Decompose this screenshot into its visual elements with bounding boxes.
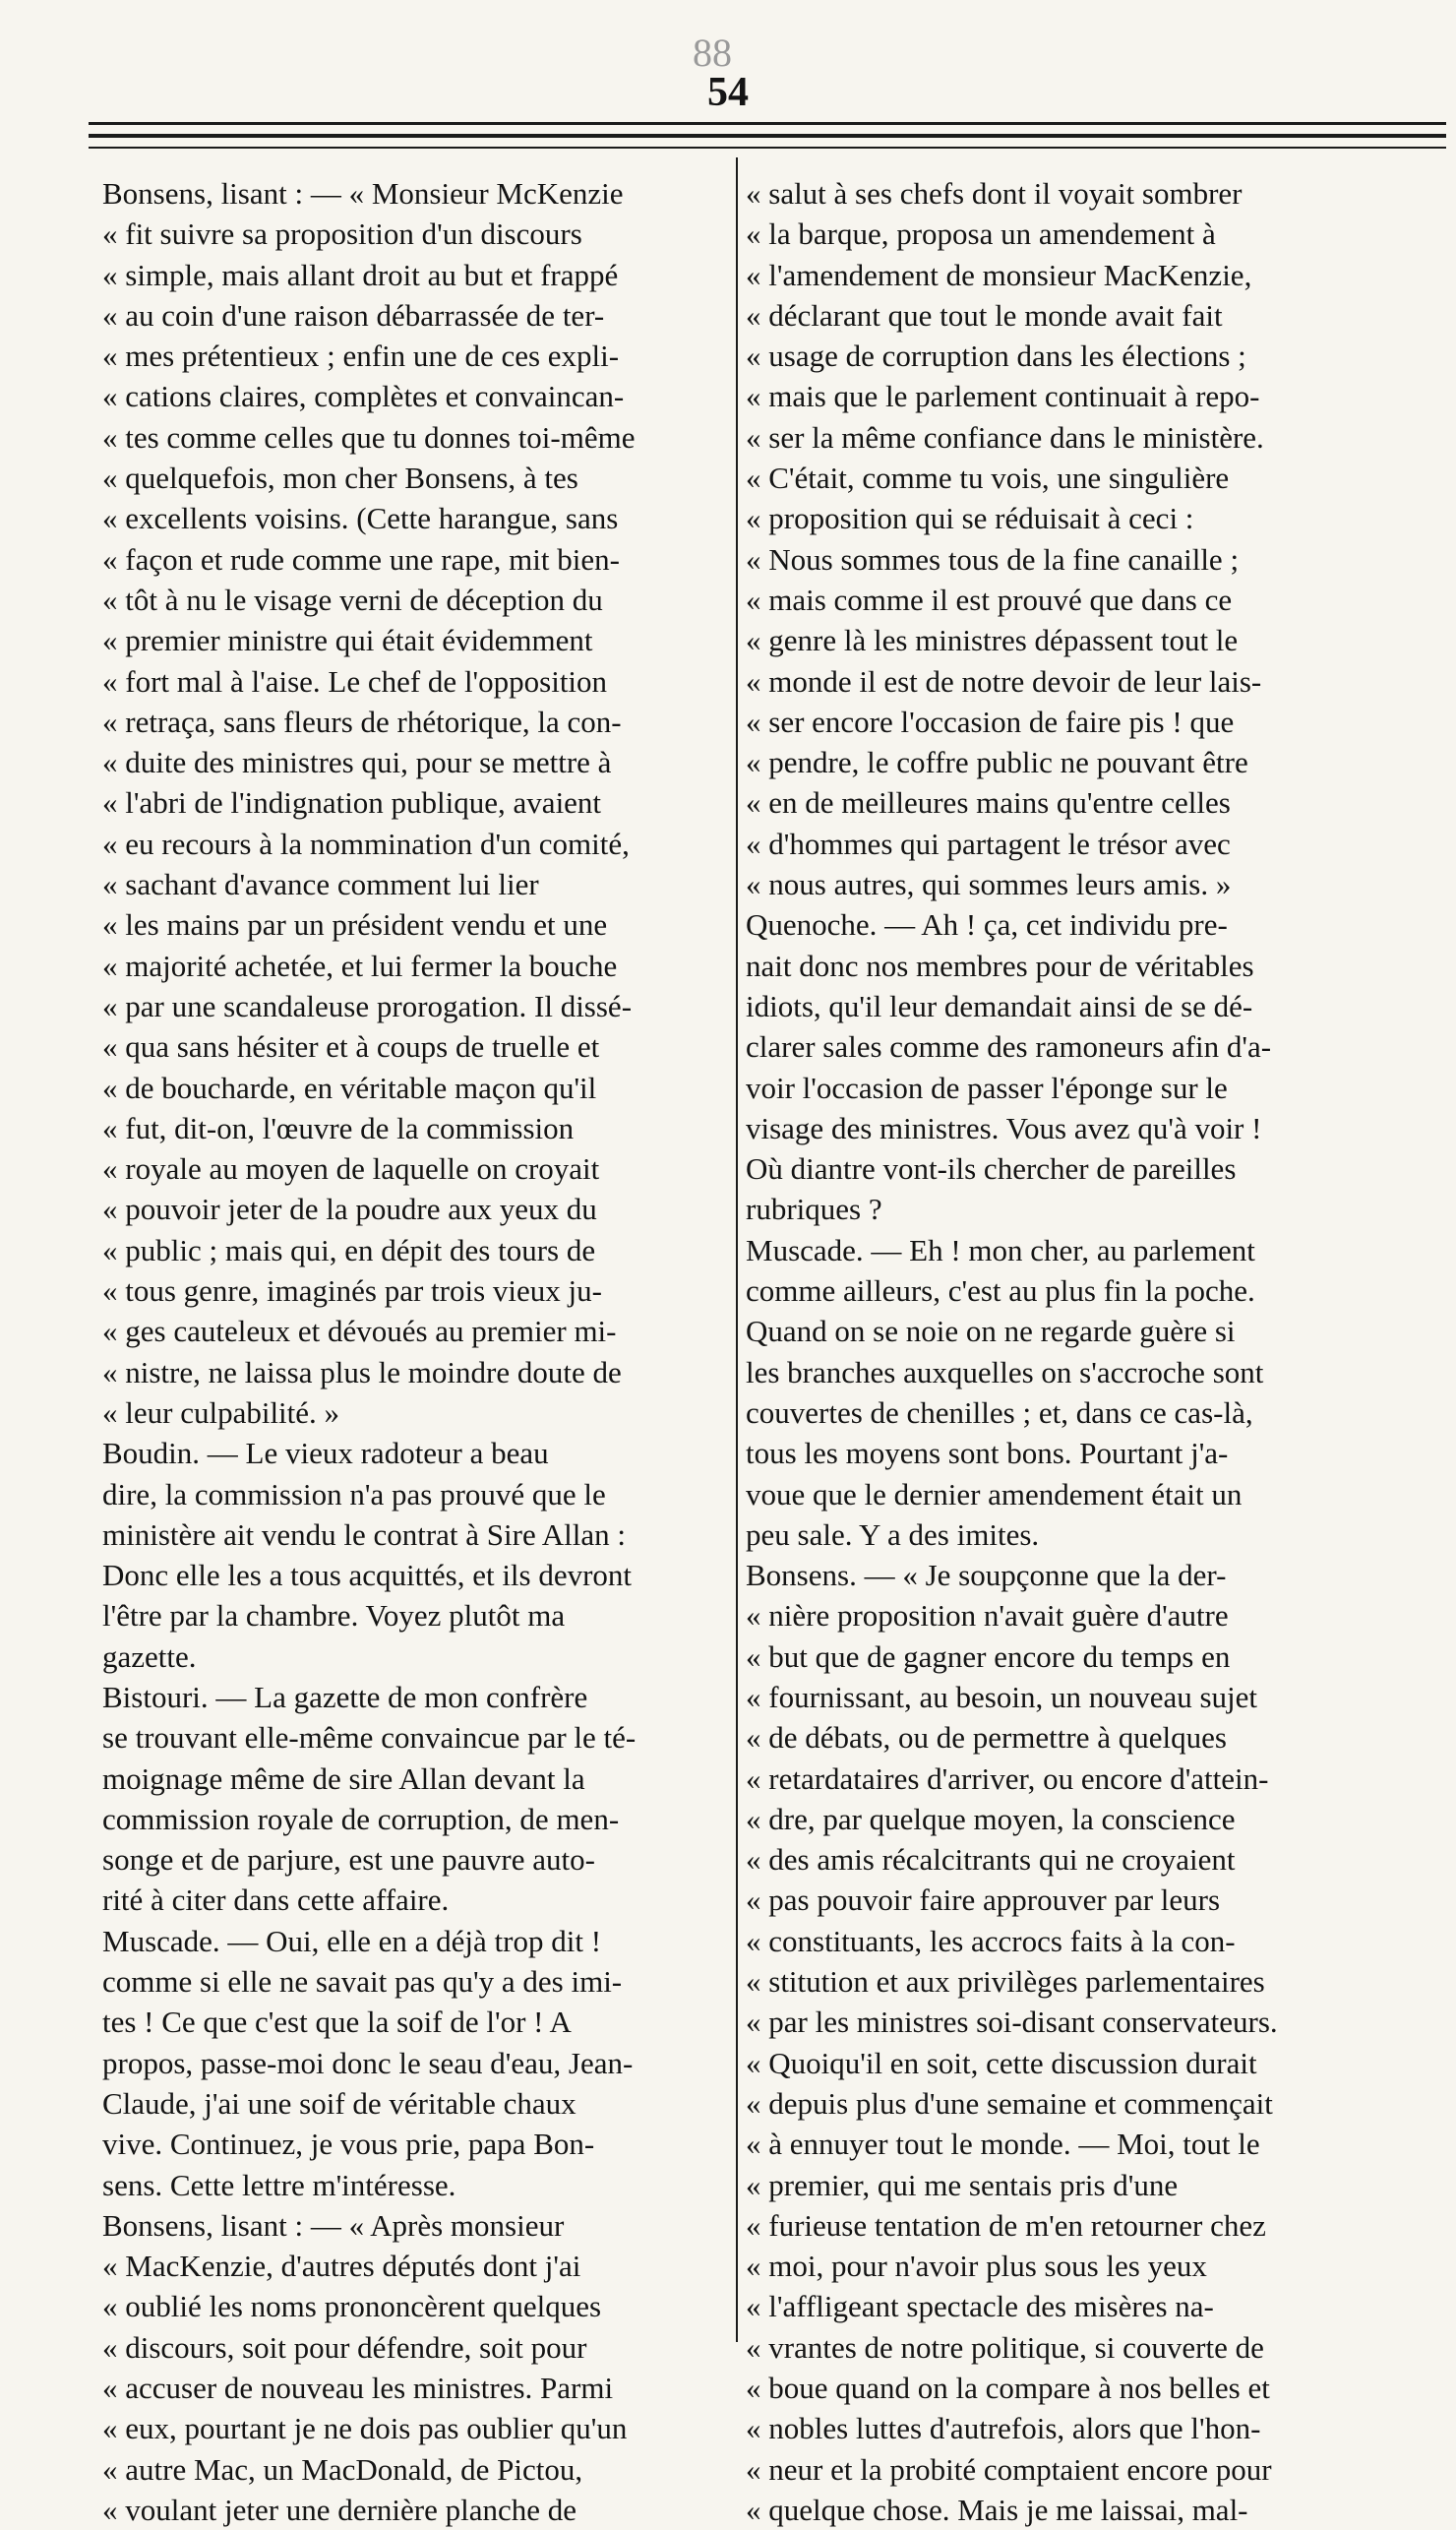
text-line: « accuser de nouveau les ministres. Parmi: [102, 2371, 614, 2406]
text-line: « de boucharde, en véritable maçon qu'il: [102, 1070, 597, 1105]
text-line: « pas pouvoir faire approuver par leurs: [746, 1882, 1221, 1918]
text-line: « l'amendement de monsieur MacKenzie,: [746, 257, 1252, 292]
text-line: « eux, pourtant je ne dois pas oublier qu'un: [102, 2411, 628, 2446]
text-line: Quenoche. — Ah ! ça, cet individu pre-: [746, 907, 1228, 943]
text-line: Muscade. — Eh ! mon cher, au parlement: [746, 1232, 1255, 1267]
text-line: « au coin d'une raison débarrassée de ter-: [102, 297, 605, 333]
text-line: « stitution et aux privilèges parlementaires: [746, 1964, 1265, 2000]
text-line: Bonsens, lisant : — « Après monsieur: [102, 2207, 565, 2243]
column-separator: [736, 157, 738, 2342]
text-line: « depuis plus d'une semaine et commençait: [746, 2085, 1273, 2121]
bleed-through-page-number: 88: [693, 31, 732, 75]
text-line: « voulant jeter une dernière planche de: [102, 2492, 576, 2527]
text-line: clarer sales comme des ramoneurs afin d'a-: [746, 1029, 1272, 1065]
text-line: « sachant d'avance comment lui lier: [102, 867, 539, 902]
text-line: « majorité achetée, et lui fermer la bouche: [102, 948, 618, 983]
text-line: « dre, par quelque moyen, la conscience: [746, 1801, 1236, 1836]
text-line: « premier ministre qui était évidemment: [102, 623, 593, 658]
text-line: « simple, mais allant droit au but et frappé: [102, 257, 619, 292]
text-line: « déclarant que tout le monde avait fait: [746, 297, 1223, 333]
text-line: « pouvoir jeter de la poudre aux yeux du: [102, 1192, 597, 1227]
text-line: les branches auxquelles on s'accroche sont: [746, 1354, 1264, 1389]
text-line: commission royale de corruption, de men-: [102, 1801, 620, 1836]
text-line: « but que de gagner encore du temps en: [746, 1638, 1231, 1674]
header-rule: [89, 147, 1446, 149]
text-line: « mais comme il est prouvé que dans ce: [746, 582, 1233, 617]
right-column: [746, 173, 1419, 2527]
text-line: « moi, pour n'avoir plus sous les yeux: [746, 2249, 1207, 2284]
text-line: « façon et rude comme une rape, mit bien-: [102, 541, 620, 577]
text-line: moignage même de sire Allan devant la: [102, 1760, 585, 1796]
text-line: « royale au moyen de laquelle on croyait: [102, 1151, 600, 1187]
text-line: se trouvant elle-même convaincue par le té-: [102, 1720, 637, 1756]
text-line: « proposition qui se réduisait à ceci :: [746, 501, 1194, 536]
text-line: « oublié les noms prononcèrent quelques: [102, 2289, 602, 2324]
text-line: l'être par la chambre. Voyez plutôt ma: [102, 1598, 566, 1634]
text-line: « usage de corruption dans les élections ;: [746, 339, 1246, 374]
text-line: « l'abri de l'indignation publique, avaient: [102, 785, 602, 821]
text-line: Quand on se noie on ne regarde guère si: [746, 1314, 1236, 1349]
text-line: « fit suivre sa proposition d'un discours: [102, 216, 582, 252]
text-line: « eu recours à la nommination d'un comité,: [102, 826, 630, 861]
text-line: Donc elle les a tous acquittés, et ils devront: [102, 1558, 633, 1593]
text-line: « des amis récalcitrants qui ne croyaient: [746, 1842, 1236, 1878]
text-line: comme si elle ne savait pas qu'y a des imi-: [102, 1964, 623, 2000]
text-line: gazette.: [102, 1638, 197, 1674]
text-line: Muscade. — Oui, elle en a déjà trop dit !: [102, 1923, 602, 1958]
text-line: « excellents voisins. (Cette harangue, sans: [102, 501, 619, 536]
text-line: vive. Continuez, je vous prie, papa Bon-: [102, 2127, 595, 2162]
text-line: « qua sans hésiter et à coups de truelle et: [102, 1029, 600, 1065]
text-line: « tôt à nu le visage verni de déception du: [102, 582, 603, 617]
text-line: « boue quand on la compare à nos belles et: [746, 2371, 1270, 2406]
text-line: « duite des ministres qui, pour se mettre à: [102, 745, 612, 780]
text-line: « la barque, proposa un amendement à: [746, 216, 1216, 252]
text-line: « furieuse tentation de m'en retourner chez: [746, 2207, 1266, 2243]
text-line: peu sale. Y a des imites.: [746, 1516, 1040, 1552]
text-line: « monde il est de notre devoir de leur lais-: [746, 663, 1262, 699]
text-line: comme ailleurs, c'est au plus fin la poche.: [746, 1273, 1255, 1309]
text-line: rubriques ?: [746, 1192, 882, 1227]
text-line: sens. Cette lettre m'intéresse.: [102, 2167, 456, 2202]
text-line: « ges cauteleux et dévoués au premier mi-: [102, 1314, 617, 1349]
text-line: « retardataires d'arriver, ou encore d'attein-: [746, 1760, 1269, 1796]
text-line: « Nous sommes tous de la fine canaille ;: [746, 541, 1240, 577]
text-line: songe et de parjure, est une pauvre auto-: [102, 1842, 595, 1878]
text-line: « salut à ses chefs dont il voyait sombrer: [746, 176, 1243, 211]
header-rule: [89, 134, 1446, 138]
text-line: « quelquefois, mon cher Bonsens, à tes: [102, 461, 578, 496]
text-line: « discours, soit pour défendre, soit pour: [102, 2329, 587, 2365]
text-line: visage des ministres. Vous avez qu'à voir !: [746, 1110, 1262, 1145]
text-line: « mes prétentieux ; enfin une de ces expli-: [102, 339, 620, 374]
text-line: « ser la même confiance dans le ministère.: [746, 419, 1264, 455]
text-line: « ser encore l'occasion de faire pis ! que: [746, 704, 1235, 739]
text-line: « nistre, ne laissa plus le moindre doute de: [102, 1354, 622, 1389]
text-line: propos, passe-moi donc le seau d'eau, Jean-: [102, 2045, 634, 2080]
text-line: « retraça, sans fleurs de rhétorique, la con-: [102, 704, 622, 739]
text-line: voue que le dernier amendement était un: [746, 1476, 1243, 1512]
text-line: « l'affligeant spectacle des misères na-: [746, 2289, 1214, 2324]
text-line: « par une scandaleuse prorogation. Il dissé-: [102, 988, 633, 1023]
page-number: 54: [707, 70, 749, 115]
text-line: « d'hommes qui partagent le trésor avec: [746, 826, 1231, 861]
text-line: nait donc nos membres pour de véritables: [746, 948, 1254, 983]
text-line: voir l'occasion de passer l'éponge sur le: [746, 1070, 1228, 1105]
text-line: « neur et la probité comptaient encore pour: [746, 2451, 1272, 2487]
text-line: idiots, qu'il leur demandait ainsi de se dé-: [746, 988, 1253, 1023]
text-line: Claude, j'ai une soif de véritable chaux: [102, 2085, 576, 2121]
text-line: « cations claires, complètes et convaincan-: [102, 379, 625, 414]
text-line: « nière proposition n'avait guère d'autre: [746, 1598, 1229, 1634]
text-line: ministère ait vendu le contrat à Sire Allan :: [102, 1516, 627, 1552]
text-line: « public ; mais qui, en dépit des tours de: [102, 1232, 596, 1267]
page-header: [0, 0, 1456, 157]
text-line: « de débats, ou de permettre à quelques: [746, 1720, 1227, 1756]
text-line: Boudin. — Le vieux radoteur a beau: [102, 1436, 549, 1471]
text-line: « nous autres, qui sommes leurs amis. »: [746, 867, 1232, 902]
text-line: Bistouri. — La gazette de mon confrère: [102, 1679, 588, 1714]
text-line: « premier, qui me sentais pris d'une: [746, 2167, 1179, 2202]
text-line: couvertes de chenilles ; et, dans ce cas-là,: [746, 1394, 1253, 1430]
text-line: « en de meilleures mains qu'entre celles: [746, 785, 1231, 821]
text-line: « les mains par un président vendu et une: [102, 907, 608, 943]
text-line: « nobles luttes d'autrefois, alors que l'hon-: [746, 2411, 1261, 2446]
text-line: Où diantre vont-ils chercher de pareilles: [746, 1151, 1237, 1187]
text-line: « tous genre, imaginés par trois vieux ju-: [102, 1273, 602, 1309]
text-line: « genre là les ministres dépassent tout le: [746, 623, 1239, 658]
text-line: « tes comme celles que tu donnes toi-même: [102, 419, 636, 455]
text-line: tes ! Ce que c'est que la soif de l'or ! A: [102, 2005, 572, 2040]
text-line: rité à citer dans cette affaire.: [102, 1882, 450, 1918]
text-line: « leur culpabilité. »: [102, 1394, 340, 1430]
text-line: « fournissant, au besoin, un nouveau sujet: [746, 1679, 1258, 1714]
text-line: « C'était, comme tu vois, une singulière: [746, 461, 1230, 496]
text-line: Bonsens. — « Je soupçonne que la der-: [746, 1558, 1227, 1593]
text-line: tous les moyens sont bons. Pourtant j'a-: [746, 1436, 1229, 1471]
text-line: « fut, dit-on, l'œuvre de la commission: [102, 1110, 575, 1145]
text-line: « vrantes de notre politique, si couverte de: [746, 2329, 1264, 2365]
text-line: dire, la commission n'a pas prouvé que le: [102, 1476, 606, 1512]
text-line: « mais que le parlement continuait à repo-: [746, 379, 1260, 414]
text-line: « pendre, le coffre public ne pouvant être: [746, 745, 1248, 780]
text-line: « Quoiqu'il en soit, cette discussion durait: [746, 2045, 1257, 2080]
text-line: « par les ministres soi-disant conservateurs.: [746, 2005, 1278, 2040]
left-column: [102, 173, 728, 2527]
header-rule: [89, 122, 1446, 125]
text-line: « MacKenzie, d'autres députés dont j'ai: [102, 2249, 581, 2284]
text-line: Bonsens, lisant : — « Monsieur McKenzie: [102, 176, 624, 211]
text-line: « fort mal à l'aise. Le chef de l'opposition: [102, 663, 608, 699]
text-line: « autre Mac, un MacDonald, de Pictou,: [102, 2451, 583, 2487]
text-line: « constituants, les accrocs faits à la con-: [746, 1923, 1236, 1958]
text-line: « quelque chose. Mais je me laissai, mal-: [746, 2492, 1248, 2527]
text-line: « à ennuyer tout le monde. — Moi, tout le: [746, 2127, 1260, 2162]
